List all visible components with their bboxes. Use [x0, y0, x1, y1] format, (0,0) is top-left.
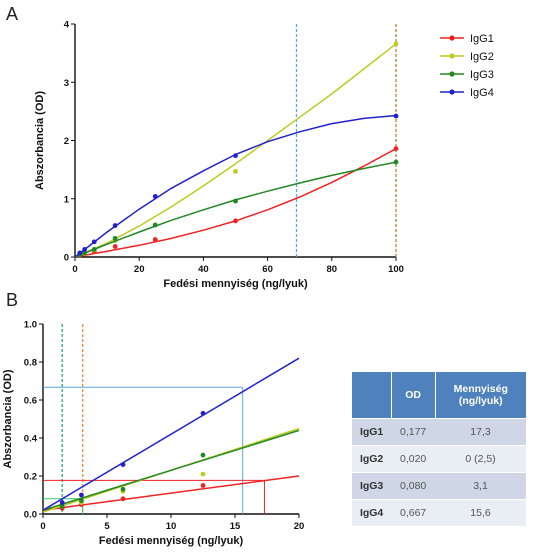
legend-marker-igg1 [449, 35, 454, 40]
x-tick-label: 0 [72, 264, 78, 275]
data-point-igg3 [233, 199, 238, 204]
data-point-igg3 [201, 453, 206, 458]
data-point-igg4 [60, 500, 65, 505]
data-point-igg3 [113, 236, 118, 241]
data-point-igg4 [113, 223, 118, 228]
summary-table [352, 372, 526, 526]
legend-label-igg1: IgG1 [470, 33, 494, 45]
x-tick-label: 20 [133, 264, 145, 275]
y-axis-title: Abszorbancia (OD) [2, 369, 14, 469]
data-point-igg1 [121, 496, 126, 501]
table-cell: 0,667 [391, 500, 435, 527]
table-cell: IgG2 [352, 446, 391, 473]
table-row [352, 419, 526, 446]
series-line-igg4 [43, 358, 299, 510]
y-tick-label: 0.0 [23, 509, 37, 521]
table-row [352, 500, 526, 527]
panel-label-a: A [6, 4, 19, 24]
data-point-igg4 [92, 239, 97, 244]
x-axis-title: Fedési mennyiség (ng/lyuk) [163, 278, 308, 290]
data-point-igg3 [121, 487, 126, 492]
data-point-igg4 [233, 153, 238, 158]
y-tick-label: 1 [63, 194, 69, 206]
table-cell: IgG3 [352, 473, 391, 500]
data-point-igg4 [77, 251, 82, 256]
data-point-igg2 [201, 472, 206, 477]
y-tick-label: 4 [63, 19, 69, 31]
table-header-od: OD [391, 372, 435, 419]
data-point-igg4 [82, 247, 87, 252]
legend-label-igg3: IgG3 [470, 69, 494, 81]
table-cell: 0,020 [391, 446, 435, 473]
data-point-igg1 [201, 483, 206, 488]
table-row [352, 473, 526, 500]
panel-label-b: B [6, 290, 19, 310]
x-tick-label: 20 [293, 521, 305, 532]
data-point-igg4 [121, 462, 126, 467]
table-header-row [352, 372, 526, 419]
legend-marker-igg3 [449, 71, 454, 76]
x-axis-title: Fedési mennyiség (ng/lyuk) [98, 535, 244, 547]
data-point-igg2 [233, 169, 238, 174]
table-cell: IgG4 [352, 500, 391, 527]
x-tick-label: 15 [229, 521, 241, 532]
y-tick-label: 0.4 [23, 433, 37, 445]
data-point-igg4 [79, 493, 84, 498]
table-header-amount: Mennyiség (ng/lyuk) [435, 372, 526, 419]
series-line-igg3 [75, 162, 396, 257]
x-tick-label: 10 [165, 521, 177, 532]
legend-label-igg4: IgG4 [470, 87, 494, 99]
table-cell: 0,080 [391, 473, 435, 500]
table-cell: 15,6 [435, 500, 526, 527]
series-line-igg4 [75, 116, 396, 258]
y-tick-label: 0.2 [23, 471, 37, 483]
x-tick-label: 60 [262, 264, 273, 275]
data-point-igg3 [394, 160, 399, 165]
x-tick-label: 5 [104, 521, 110, 532]
data-point-igg1 [394, 146, 399, 151]
y-tick-label: 0.8 [23, 357, 37, 369]
y-tick-label: 3 [63, 77, 69, 89]
legend-marker-igg2 [449, 53, 454, 58]
data-point-igg4 [153, 194, 158, 199]
data-point-igg3 [92, 247, 97, 252]
chart-b [0, 294, 340, 554]
data-point-igg2 [394, 41, 399, 46]
data-point-igg4 [201, 411, 206, 416]
data-point-igg3 [79, 498, 84, 503]
table-cell: 0 (2,5) [435, 446, 526, 473]
series-line-igg3 [43, 430, 299, 510]
series-line-igg2 [75, 44, 396, 257]
table-header-empty [352, 372, 391, 419]
table-cell: 3,1 [435, 473, 526, 500]
table-cell: IgG1 [352, 419, 391, 446]
data-point-igg1 [233, 218, 238, 223]
y-tick-label: 1.0 [23, 319, 37, 331]
data-point-igg3 [153, 223, 158, 228]
table-cell: 17,3 [435, 419, 526, 446]
y-tick-label: 0.6 [23, 395, 37, 407]
data-point-igg1 [153, 237, 158, 242]
table-cell: 0,177 [391, 419, 435, 446]
table-row [352, 446, 526, 473]
legend-marker-igg4 [449, 89, 454, 94]
y-tick-label: 0 [63, 252, 69, 264]
y-axis-title: Abszorbancia (OD) [34, 90, 46, 191]
data-point-igg4 [394, 114, 399, 119]
x-tick-label: 80 [326, 264, 338, 275]
x-tick-label: 40 [198, 264, 209, 275]
y-tick-label: 2 [63, 136, 69, 147]
legend-label-igg2: IgG2 [470, 51, 494, 63]
data-point-igg1 [113, 244, 118, 249]
x-tick-label: 100 [388, 264, 404, 275]
x-tick-label: 0 [40, 521, 46, 532]
